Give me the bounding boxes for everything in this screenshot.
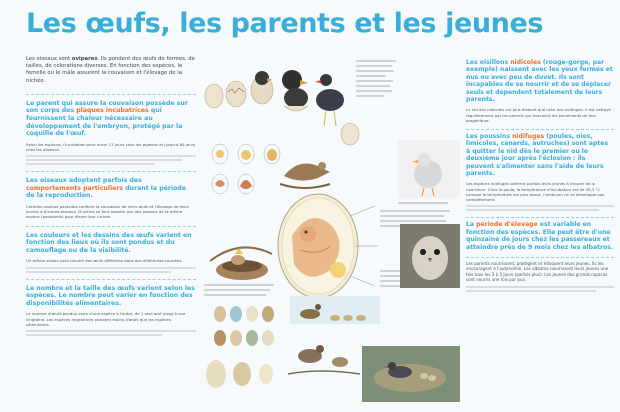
chick-photo — [398, 140, 460, 204]
intro-paragraph: Les oiseaux sont ovipares. Ils pondent des œufs de formes, de tailles, de colorations diverses. En fonction des espèces, la femelle ou le mâle assurent la couvaison et l'élevage de la nichée. — [26, 56, 195, 84]
section-heading: Les oiseaux adoptent parfois des comportements particuliers durant la période de la reproduction. — [26, 177, 186, 200]
page-title: Les œufs, les parents et les jeunes — [26, 8, 544, 39]
section-heading: La période d'élevage est variable en fonction des espèces. Elle peut être d'une quinzaine de jours chez les passereaux et atteindre près de 9 mois chez les albatros. — [466, 221, 614, 251]
illustrations — [200, 56, 462, 406]
section-paragraph: Un même oiseau peut pondre des œufs différents dans des différentes couvées. — [26, 258, 183, 264]
separator — [466, 257, 614, 258]
section-heading: Les couleurs et les dessins des œufs varient en fonction des lieux où ils sont pondus et du camouflage ou de la visibilité. — [26, 231, 192, 254]
egg-development-diagram — [212, 144, 330, 194]
section-heading: Les oisillons nidicoles (rouge-gorge, par exemple) naissent avec les yeux fermés et nus ou avec peu de duvet. Ils sont incapables de se nourrir et de se déplacer seuls et dépendent totalement de leurs parents. — [466, 59, 613, 104]
separator — [26, 279, 196, 280]
section-paragraph: Certains oiseaux parasites confient la couvaison de leurs œufs et l'élevage de leurs jeunes à d'autres oiseaux. D'autres se font assister par des oiseaux de la même espèce (assistants) pour élever leur nichée. — [26, 203, 190, 220]
separator — [466, 129, 614, 130]
hatching-captions — [356, 60, 396, 97]
section-paragraph: Selon les espèces, l'incubation peut durer 17 jours chez les pigeons et jusqu'à 80 jours chez les albatros. — [26, 141, 196, 152]
section-paragraph: Les parents nourrissent, protègent et éduquent leurs jeunes. Ils les encouragent à l'autonomie. Les albatros nourrissent leurs jeunes une fois tous les 3 à 5 jours (parfois plus). Les jeunes des grands rapaces sont nourris une fois par jour. — [466, 260, 609, 283]
separator — [26, 171, 196, 172]
separator — [466, 217, 614, 218]
hatching-eggs-illustration — [205, 70, 359, 145]
birds-feeding-illustration — [288, 345, 360, 374]
section-paragraph: Les espèces nidifuges sidèrent parfois leurs jeunes à trouver de la nourriture. Chez la poule, la température d'incubation est de 38,5 °C. Lorsque la température est plus basse, l'embryon ne se développe pas complètement. — [466, 181, 605, 203]
section-heading: Le parent qui assure la couvaison possède sur son corps des plaques incubatrices qui fournissent la chaleur nécessaire au développement de l'embryon, protégé par la coquille de l'œuf. — [26, 99, 188, 138]
right-column — [466, 56, 614, 294]
separator — [26, 226, 196, 227]
section-paragraph: Le nid des nidicoles est plus élaboré que celui des nidifuges. Il est nettoyé régulièrement par les parents qui évacuent les excréments de leur progéniture. — [466, 107, 611, 123]
left-column — [26, 56, 196, 338]
section-heading: Le nombre et la taille des œufs varient selon les espèces. Le nombre peut varier en fonction des disponibilités alimentaires. — [26, 284, 195, 307]
ducks-illustration — [290, 296, 380, 324]
nest-photo — [362, 346, 460, 402]
section-paragraph: Le nombre d'œufs pondus varie d'une espèce à l'autre, de 1 seul œuf jusqu'à une vingtaine. Les espèces migratrices pondent moins d'œufs que les espèces sédentaires. — [26, 311, 186, 327]
owlet-photo — [400, 224, 460, 288]
title-band — [0, 0, 620, 52]
separator — [26, 94, 196, 95]
egg-cross-section — [278, 194, 378, 298]
nest-with-chick-illustration — [210, 247, 272, 280]
eggs-collection — [206, 306, 274, 388]
section-heading: Les poussins nidifuges (poules, oies, limicoles, canards, autruches) sont aptes à quitter le nid dès le premier ou le deuxième jour après l'éclosion : ils peuvent s'alimenter sans l'aide de leurs parents. — [466, 133, 608, 178]
